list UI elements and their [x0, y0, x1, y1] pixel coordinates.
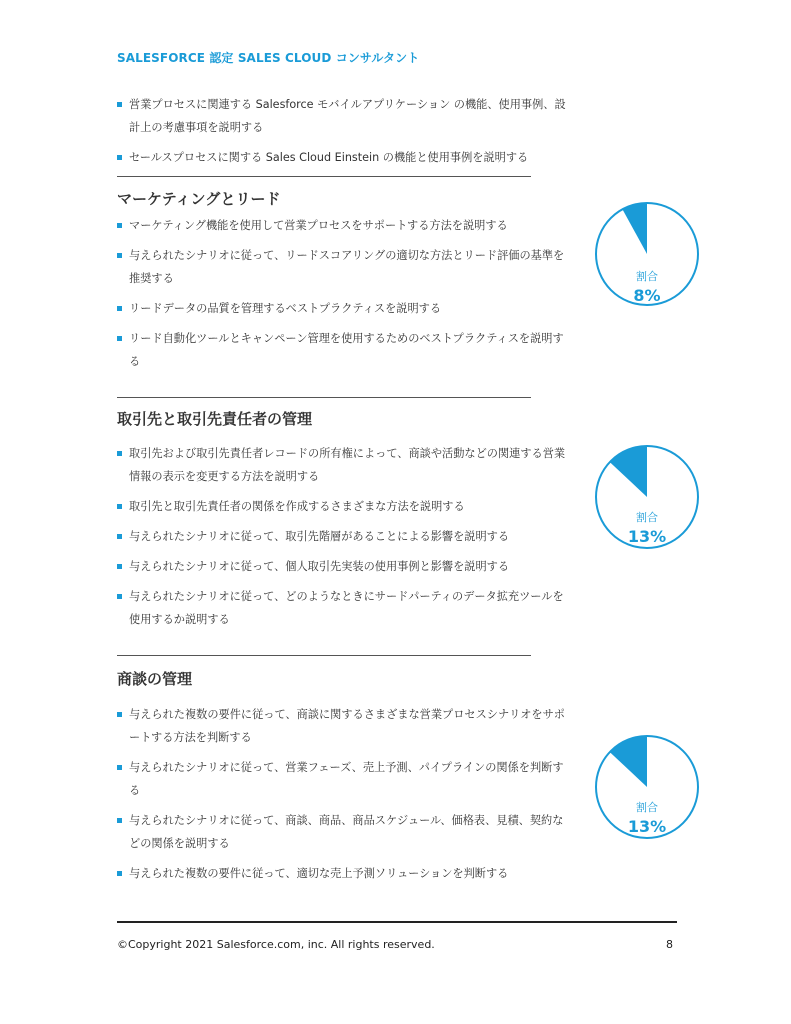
section-list-opportunities	[117, 703, 567, 892]
weight-chart-opportunities	[595, 735, 699, 839]
weight-chart-accounts	[595, 445, 699, 549]
list-item: 営業プロセスに関連する Salesforce モバイルアプリケーション の機能、使用事例、設計上の考慮事項を説明する	[117, 93, 567, 139]
footer-copyright: ©Copyright 2021 Salesforce.com, inc. All rights reserved.	[117, 938, 435, 951]
list-item: 与えられたシナリオに従って、営業フェーズ、売上予測、パイプラインの関係を判断する	[117, 756, 567, 802]
weight-chart-marketing	[595, 202, 699, 306]
section-list-marketing	[117, 214, 567, 380]
footer-rule	[117, 921, 677, 923]
weight-label: 割合	[636, 801, 658, 814]
document-header: SALESFORCE 認定 SALES CLOUD コンサルタント	[117, 51, 420, 65]
intro-list	[117, 93, 567, 176]
list-item: リード自動化ツールとキャンペーン管理を使用するためのベストプラクティスを説明する	[117, 327, 567, 373]
list-item: 与えられたシナリオに従って、個人取引先実装の使用事例と影響を説明する	[117, 555, 567, 578]
weight-value: 13%	[627, 817, 667, 836]
list-item: 取引先と取引先責任者の関係を作成するさまざまな方法を説明する	[117, 495, 567, 518]
list-item: 取引先および取引先責任者レコードの所有権によって、商談や活動などの関連する営業情報の表示を変更する方法を説明する	[117, 442, 567, 488]
section-divider	[117, 397, 531, 398]
list-item: セールスプロセスに関する Sales Cloud Einstein の機能と使用事例を説明する	[117, 146, 567, 169]
section-divider	[117, 176, 531, 177]
list-item: 与えられたシナリオに従って、どのようなときにサードパーティのデータ拡充ツールを使用するか説明する	[117, 585, 567, 631]
list-item: 与えられたシナリオに従って、リードスコアリングの適切な方法とリード評価の基準を推奨する	[117, 244, 567, 290]
section-title-accounts: 取引先と取引先責任者の管理	[117, 410, 313, 428]
weight-label: 割合	[636, 270, 658, 283]
weight-value: 13%	[627, 527, 667, 546]
list-item: 与えられた複数の要件に従って、適切な売上予測ソリューションを判断する	[117, 862, 567, 885]
section-list-accounts	[117, 442, 567, 638]
page-number: 8	[666, 938, 673, 951]
list-item: 与えられたシナリオに従って、商談、商品、商品スケジュール、価格表、見積、契約などの関係を説明する	[117, 809, 567, 855]
list-item: リードデータの品質を管理するベストプラクティスを説明する	[117, 297, 567, 320]
list-item: 与えられたシナリオに従って、取引先階層があることによる影響を説明する	[117, 525, 567, 548]
list-item: 与えられた複数の要件に従って、商談に関するさまざまな営業プロセスシナリオをサポートする方法を判断する	[117, 703, 567, 749]
weight-value: 8%	[633, 286, 661, 305]
section-divider	[117, 655, 531, 656]
section-title-marketing: マーケティングとリード	[117, 190, 281, 208]
section-title-opportunities: 商談の管理	[117, 670, 193, 688]
list-item: マーケティング機能を使用して営業プロセスをサポートする方法を説明する	[117, 214, 567, 237]
weight-label: 割合	[636, 511, 658, 524]
